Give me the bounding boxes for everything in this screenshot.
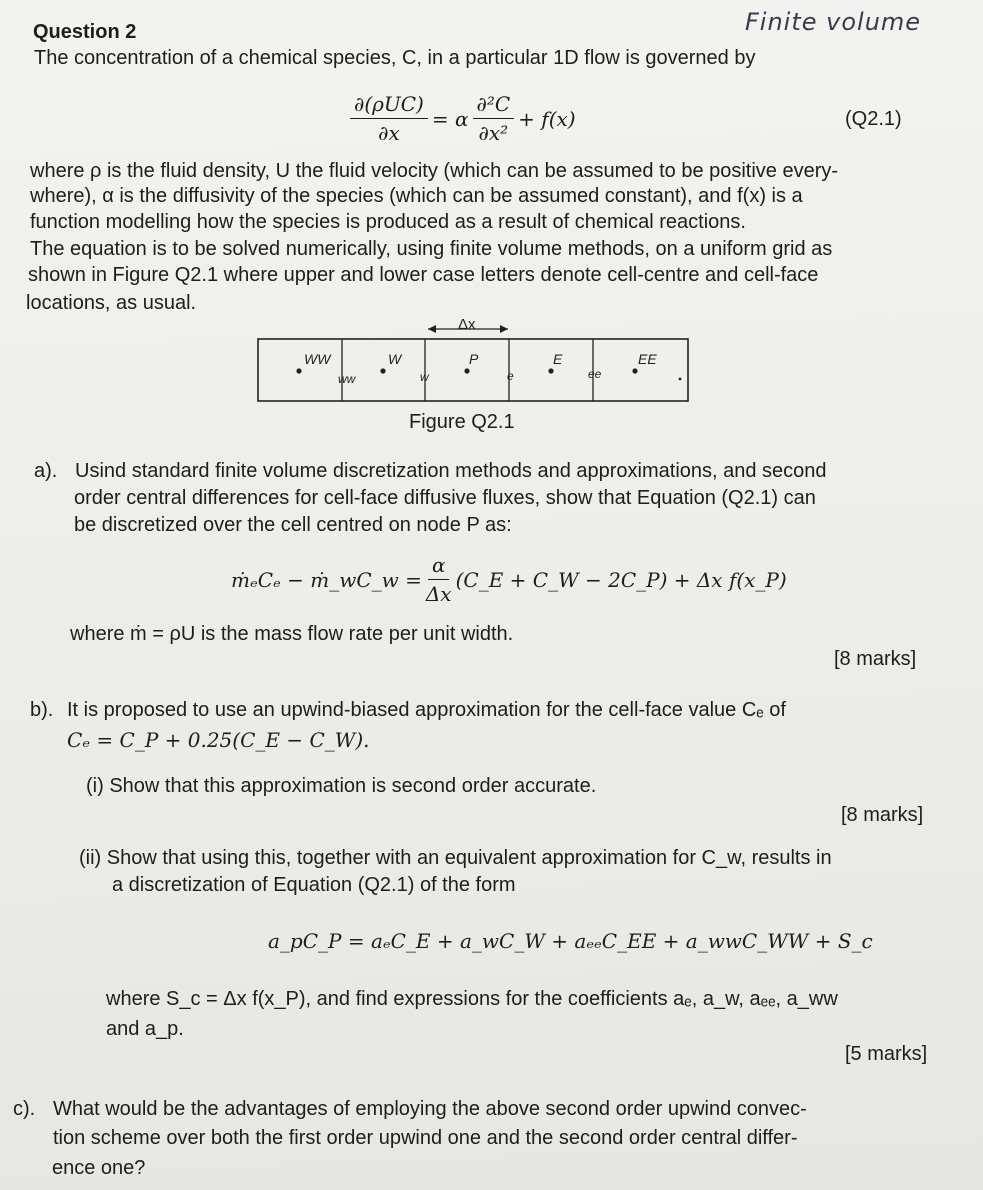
face-label-w: w [420, 370, 429, 384]
part-a-eq-rhs: (C_E + C_W − 2C_P) + Δx f(x_P) [455, 567, 787, 592]
part-c-line-3: ence one? [52, 1157, 146, 1179]
part-a-line-2: order central differences for cell-face diffusive fluxes, show that Equation (Q2.1) can [74, 487, 816, 509]
node-dot-e [548, 368, 553, 373]
node-dot-p [464, 368, 469, 373]
node-label-e: E [553, 351, 563, 367]
handwritten-note: Finite volume [745, 8, 922, 36]
part-b-ii-equation: a_pC_P = aₑC_E + a_wC_W + aₑₑC_EE + a_wwC_WW + S_c [268, 929, 873, 953]
part-b-line-2: Cₑ = C_P + 0.25(C_E − C_W). [67, 728, 370, 752]
part-b-ii-after-1: where S_c = Δx f(x_P), and find expressions for the coefficients aₑ, a_w, aₑₑ, a_ww [106, 988, 838, 1010]
eq1-equals-alpha: = α [431, 106, 469, 131]
grid-figure [240, 315, 700, 415]
para1-line-1: where ρ is the fluid density, U the fluid velocity (which can be assumed to be positive every- [30, 160, 839, 182]
part-b-ii-after-2: and a_p. [106, 1018, 184, 1040]
part-a-line-1: Usind standard finite volume discretization methods and approximations, and second [75, 460, 827, 482]
part-a-equation [231, 553, 787, 606]
part-a-eq-numerator: α [428, 553, 450, 580]
part-a-eq-denominator: Δx [425, 582, 452, 606]
node-dot-ww [296, 368, 301, 373]
node-label-ee: EE [638, 351, 657, 367]
para1-line-2: where), α is the diffusivity of the species (which can be assumed constant), and f(x) is a [30, 185, 803, 207]
part-a-line-3: be discretized over the cell centred on node P as: [74, 514, 512, 536]
intro-text: The concentration of a chemical species, C, in a particular 1D flow is governed by [34, 47, 756, 69]
para2-line-1: The equation is to be solved numerically, using finite volume methods, on a uniform grid as [30, 238, 833, 260]
equation-q2-1 [346, 92, 576, 145]
eq1-lhs-denominator: ∂x [378, 121, 400, 145]
node-dot-edge [679, 378, 682, 381]
part-b-line-1: It is proposed to use an upwind-biased approximation for the cell-face value Cₑ of [67, 699, 786, 721]
para1-line-3: function modelling how the species is produced as a result of chemical reactions. [30, 211, 746, 233]
eq1-rhs-tail: + f(x) [518, 106, 576, 131]
face-label-ee: ee [588, 367, 602, 381]
part-b-ii-line-2: a discretization of Equation (Q2.1) of the form [112, 874, 516, 896]
part-a-where: where ṁ = ρU is the mass flow rate per unit width. [70, 623, 514, 645]
face-label-e: e [507, 369, 514, 383]
node-label-ww: WW [304, 351, 331, 367]
eq1-lhs-fraction [350, 92, 428, 145]
eq1-rhs-numerator: ∂²C [473, 92, 515, 119]
eq1-rhs-denominator: ∂x² [478, 121, 509, 145]
eq1-lhs-numerator: ∂(ρUC) [350, 92, 428, 119]
para2-line-3: locations, as usual. [26, 292, 197, 314]
part-b-i-marks: [8 marks] [841, 804, 924, 826]
node-label-p: P [469, 351, 479, 367]
part-a-eq-fraction [426, 553, 452, 606]
node-dot-ee [632, 368, 637, 373]
eq1-rhs-fraction [473, 92, 515, 145]
node-dot-w [380, 368, 385, 373]
part-b-label: b). [30, 699, 54, 721]
dx-label: Δx [458, 316, 476, 333]
grid-outer-box [258, 339, 688, 401]
dx-arrow-right-head [500, 325, 508, 333]
part-a-label: a). [34, 460, 58, 482]
part-a-eq-lhs: ṁₑCₑ − ṁ_wC_w = [231, 567, 422, 592]
part-c-label: c). [13, 1098, 36, 1120]
equation-tag: (Q2.1) [845, 108, 902, 130]
part-b-i-text: (i) Show that this approximation is second order accurate. [86, 775, 597, 797]
figure-caption: Figure Q2.1 [409, 411, 515, 433]
para2-line-2: shown in Figure Q2.1 where upper and lower case letters denote cell-centre and cell-face [28, 264, 819, 286]
node-label-w: W [388, 351, 402, 367]
part-c-line-1: What would be the advantages of employing the above second order upwind convec- [53, 1098, 807, 1120]
part-b-ii-marks: [5 marks] [845, 1043, 928, 1065]
part-c-line-2: tion scheme over both the first order upwind one and the second order central differ- [53, 1127, 798, 1149]
question-title: Question 2 [33, 21, 137, 43]
face-label-ww: ww [338, 372, 356, 386]
dx-arrow-left-head [428, 325, 436, 333]
part-a-marks: [8 marks] [834, 648, 917, 670]
part-b-ii-line-1: (ii) Show that using this, together with an equivalent approximation for C_w, results in [79, 847, 832, 869]
